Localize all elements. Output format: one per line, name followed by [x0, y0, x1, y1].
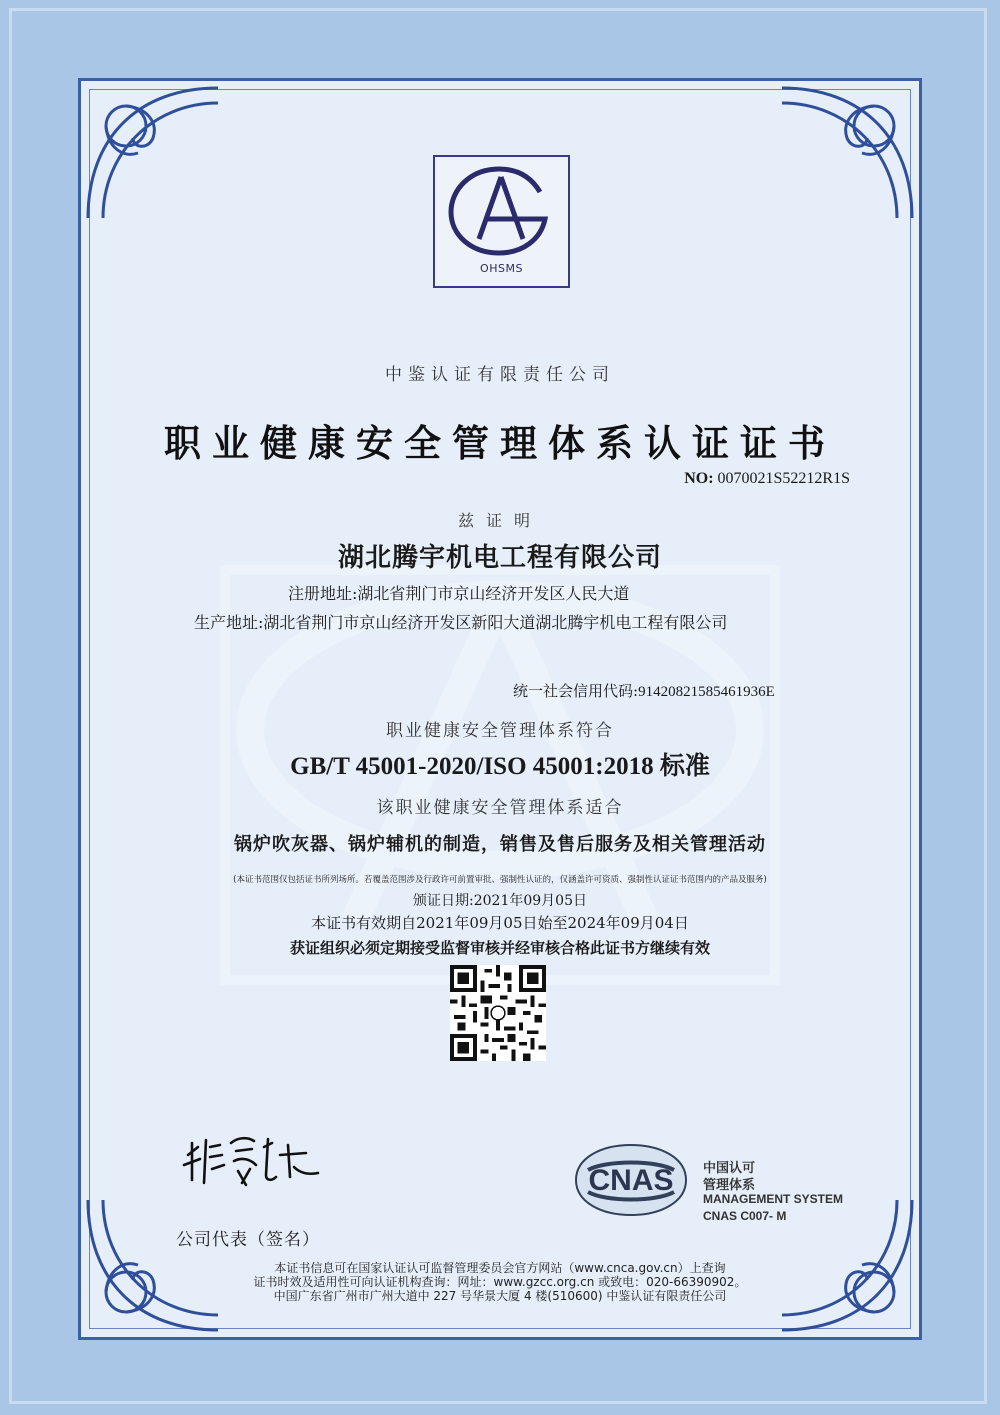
hereby-text: 兹证明 [457, 511, 542, 530]
signature-label: 公司代表（签名） [176, 1230, 320, 1250]
logo-label: OHSMS [480, 262, 523, 275]
production-address-label: 生产地址: [194, 613, 264, 632]
corner-ornament-top-right [772, 78, 922, 228]
cnas-en-line: MANAGEMENT SYSTEM [703, 1192, 844, 1206]
surveillance-notice: 获证组织必须定期接受监督审核并经审核合格此证书方继续有效 [289, 939, 710, 957]
registered-address-label: 注册地址: [288, 584, 358, 603]
registered-address [288, 581, 629, 604]
handwritten-signature [176, 1125, 326, 1195]
certification-scope: 锅炉吹灰器、锅炉辅机的制造，销售及售后服务及相关管理活动 [234, 834, 766, 855]
cnas-cn-line2: 管理体系 [703, 1178, 756, 1193]
issue-date-label: 颁证日期: [413, 893, 474, 909]
credit-code-value: 91420821585461936E [638, 684, 775, 700]
certificate-number-label: NO: [684, 470, 714, 487]
issue-date-value: 2021年09月05日 [473, 893, 587, 909]
footer-line-3: 中国广东省广州市广州大道中 227 号华景大厦 4 楼(510600) 中鉴认证有限责任公司 [273, 1289, 727, 1303]
issue-date [0, 890, 1000, 910]
corner-ornament-top-left [78, 78, 228, 228]
scope-note: (本证书范围仅包括证书所列场所。若覆盖范围涉及行政许可前置审批、强制性认证的，仅涵盖许可资质、强制性认证证书范围内的产品及服务) [233, 875, 767, 885]
conformity-text: 职业健康安全管理体系符合 [386, 721, 614, 741]
issuer-name: 中鉴认证有限责任公司 [385, 365, 615, 385]
cnas-logo-text: CNAS [588, 1164, 674, 1197]
footer-line-2: 证书时效及适用性可向认证机构查询：网址：www.gzcc.org.cn 或致电：020-66390902。 [253, 1275, 747, 1289]
cnas-cn-line1: 中国认可 [703, 1161, 756, 1176]
qr-code[interactable] [450, 965, 546, 1061]
credit-code-label: 统一社会信用代码: [513, 682, 639, 700]
footer-line-1: 本证书信息可在国家认证认可监督管理委员会官方网站（www.cnca.gov.cn）上查询 [274, 1261, 726, 1275]
cqc-emblem-icon [435, 157, 568, 267]
certificate-number-value: 0070021S52212R1S [717, 470, 850, 487]
production-address [194, 610, 727, 633]
certificate-title: 职业健康安全管理体系认证证书 [164, 421, 836, 465]
production-address-value: 湖北省荆门市京山经济开发区新阳大道湖北腾宇机电工程有限公司 [263, 613, 728, 632]
standard-name: GB/T 45001-2020/ISO 45001:2018 标准 [290, 753, 710, 780]
applies-text: 该职业健康安全管理体系适合 [376, 798, 624, 818]
ohsms-logo [433, 155, 570, 288]
certificate-number [684, 470, 850, 488]
cnas-code: CNAS C007- M [703, 1209, 787, 1223]
credit-code [513, 680, 775, 701]
cnas-logo-icon [566, 1140, 696, 1220]
validity-period: 本证书有效期自2021年09月05日始至2024年09月04日 [311, 914, 689, 932]
company-name: 湖北腾宇机电工程有限公司 [337, 543, 662, 573]
registered-address-value: 湖北省荆门市京山经济开发区人民大道 [357, 584, 630, 603]
